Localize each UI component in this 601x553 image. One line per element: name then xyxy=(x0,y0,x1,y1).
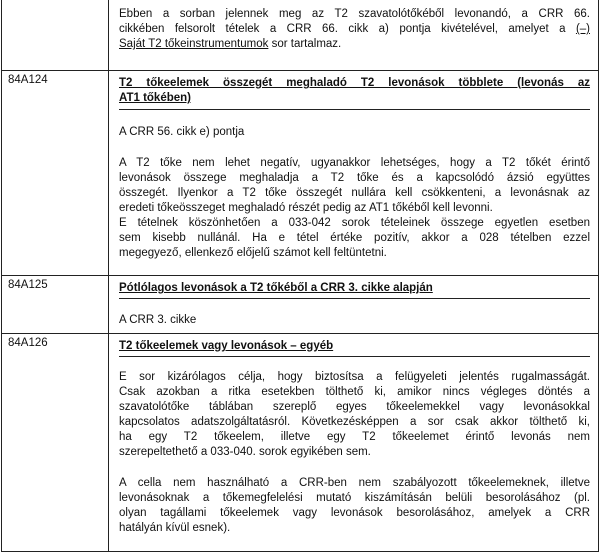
text-line: szavatolótőke táblában szereplő egyes tőkeelemekkel vagy levonásokkal xyxy=(119,401,590,413)
column-divider xyxy=(108,334,109,552)
text-line: kapcsolatos adatszolgáltatásról. Következésképpen a sor csak akkor tölthető ki, xyxy=(119,416,590,428)
text-line: levonásoknak a tőkemegfelelési mutató kiszámításán belüli besorolásához (pl. xyxy=(119,492,590,504)
text-line: megegyező, ellenkező előjelű számot kell feltüntetni. xyxy=(119,247,387,259)
column-divider xyxy=(108,276,109,333)
table-row-84A126 xyxy=(2,333,598,552)
regulation-table xyxy=(1,0,599,552)
row-code: 84A125 xyxy=(8,279,48,291)
text-line: sem kisebb nullánál. Ha e tétel értéke pozitív, akkor a 028 tételben ezzel xyxy=(119,232,590,244)
table-row-84A125 xyxy=(2,275,598,333)
row-title: T2 tőkeelemek vagy levonások – egyéb xyxy=(119,340,334,352)
column-divider xyxy=(108,71,109,275)
text-line: E tételnek köszönhetően a 033-042 sorok tételeinek összege egyetlen esetben xyxy=(119,217,590,229)
text-line: Ebben a sorban jelennek meg az T2 szavatolótőkéből levonandó, a CRR 66. xyxy=(119,8,590,20)
subcell-divider xyxy=(119,298,590,299)
row-title-line: AT1 tőkében) xyxy=(119,92,191,104)
text-line: levonások összege meghaladja a T2 tőke és a kapcsolódó ázsió együttes xyxy=(119,172,590,184)
text-line xyxy=(119,37,590,52)
text-line: A T2 tőke nem lehet negatív, ugyanakkor lehetséges, hogy a T2 tőkét érintő xyxy=(119,157,590,169)
text-line: ha egy T2 tőkeelem, illetve egy T2 tőkeelemet érintő levonás nem xyxy=(119,431,590,443)
row-title: Pótlólagos levonások a T2 tőkéből a CRR 3. cikke alapján xyxy=(119,282,433,294)
text-line: összegét. Ilyenkor a T2 tőke összegét nullára kell csökkenteni, a levonásnak az xyxy=(119,187,590,199)
text-line: A cella nem használható a CRR-ben nem szabályozott tőkeelemeknek, illetve xyxy=(119,477,590,489)
row-code: 84A126 xyxy=(8,337,48,349)
text-line: E sor kizárólagos célja, hogy biztosítsa a felügyeleti jelentés rugalmasságát. xyxy=(119,371,590,383)
subcell-divider xyxy=(119,109,590,110)
text-line: olyan tagállami tőkeelemek vagy levonások besorolásához, amelyek a CRR xyxy=(119,507,590,519)
link-dash[interactable]: (–) xyxy=(575,23,590,35)
text-line: hatályán kívül esnek). xyxy=(119,522,231,534)
subcell-divider xyxy=(119,356,590,357)
text-line: szerepeltethető a 033-040. sorok egyikében sem. xyxy=(119,446,371,458)
legal-reference: A CRR 3. cikke xyxy=(119,314,197,326)
text-fragment: cikkében felsorolt tételek a CRR 66. cikk a) pontja kivételével, amelyet a xyxy=(119,23,576,35)
link-own-t2-instruments[interactable]: Saját T2 tőkeinstrumentumok xyxy=(119,38,269,50)
row-code: 84A124 xyxy=(8,74,48,86)
column-divider xyxy=(108,0,109,70)
text-line xyxy=(119,22,590,37)
legal-reference: A CRR 56. cikk e) pontja xyxy=(119,126,245,138)
text-line: eredeti tőkeösszeget meghaladó részét pedig az AT1 tőkéből kell levonni. xyxy=(119,202,493,214)
row-title-line: T2 tőkeelemek összegét meghaladó T2 levonások többlete (levonás az xyxy=(119,77,590,89)
text-fragment: sor tartalmaz. xyxy=(271,38,342,50)
table-row-continuation xyxy=(2,0,598,70)
table-row-84A124 xyxy=(2,70,598,275)
text-line: Csak azokban a ritka esetekben tölthető ki, amikor nincs végleges döntés a xyxy=(119,386,590,398)
